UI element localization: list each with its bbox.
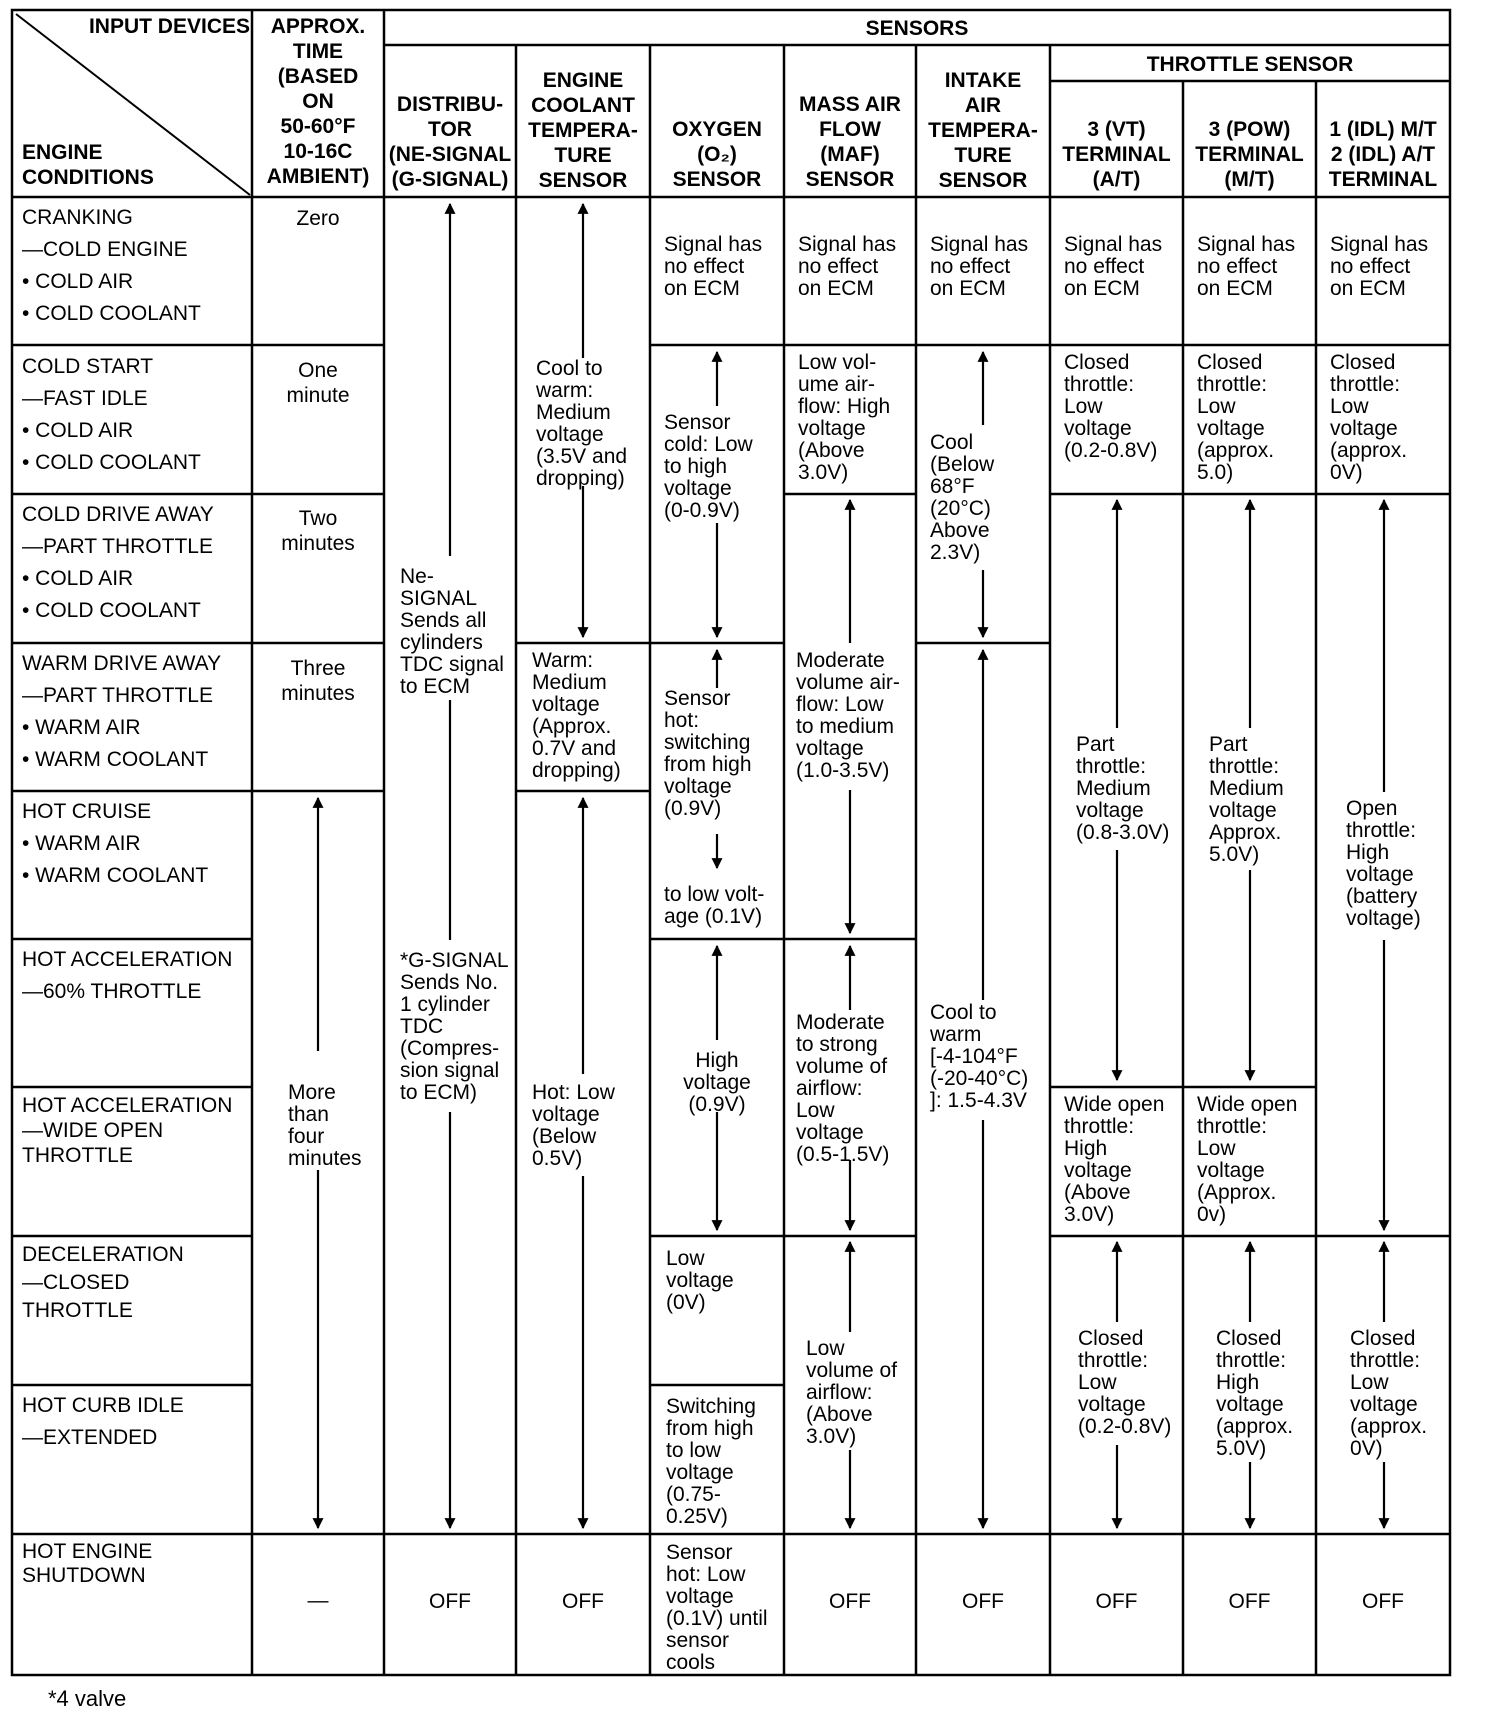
pow-no-effect: Signal has no effect on ECM bbox=[1197, 233, 1296, 300]
vt-closed-throttle-1: Closed throttle: Low voltage (0.2-0.8V) bbox=[1064, 351, 1158, 462]
header-vt-terminal: 3 (VT) TERMINAL (A/T) bbox=[1062, 118, 1171, 191]
header-distributor: DISTRIBU- TOR (NE-SIGNAL (G-SIGNAL) bbox=[388, 93, 512, 191]
distributor-off: OFF bbox=[429, 1590, 471, 1613]
time-two-minutes: Two minutes bbox=[281, 507, 355, 555]
condition-deceleration: DECELERATION —CLOSED THROTTLE bbox=[22, 1243, 184, 1322]
maf-off: OFF bbox=[829, 1590, 871, 1613]
header-approx-time: APPROX. TIME (BASED ON 50-60°F 10-16C AMBIENT) bbox=[266, 15, 370, 188]
header-engine-conditions: ENGINE CONDITIONS bbox=[22, 141, 154, 189]
footnote: *4 valve bbox=[48, 1686, 127, 1711]
pow-closed-throttle-2: Closed throttle: High voltage (approx. 5.0V) bbox=[1216, 1327, 1294, 1460]
maf-low-volume-airflow: Low volume of airflow: (Above 3.0V) bbox=[806, 1337, 898, 1448]
condition-warm-drive-away: WARM DRIVE AWAY —PART THROTTLE • WARM AIR • WARM COOLANT bbox=[22, 652, 222, 771]
idl-closed-throttle-1: Closed throttle: Low voltage (approx. 0V) bbox=[1330, 351, 1408, 484]
header-coolant-sensor: ENGINE COOLANT TEMPERA- TURE SENSOR bbox=[528, 69, 638, 192]
header-intake-sensor: INTAKE AIR TEMPERA- TURE SENSOR bbox=[928, 69, 1038, 192]
idl-closed-throttle-2: Closed throttle: Low voltage (approx. 0V) bbox=[1350, 1327, 1428, 1460]
pow-part-throttle: Part throttle: Medium voltage Approx. 5.0V) bbox=[1209, 733, 1284, 866]
intake-cool-to-warm: Cool to warm [-4-104°F (-20-40°C) ]: 1.5-4.3V bbox=[930, 1001, 1029, 1112]
header-oxygen-sensor: OXYGEN (O₂) SENSOR bbox=[672, 118, 762, 191]
pow-off: OFF bbox=[1228, 1590, 1271, 1613]
oxygen-high-voltage: High voltage (0.9V) bbox=[683, 1049, 751, 1116]
idl-off: OFF bbox=[1362, 1590, 1404, 1613]
condition-hot-engine-shutdown: HOT ENGINE SHUTDOWN bbox=[22, 1540, 153, 1587]
header-input-devices: INPUT DEVICES bbox=[88, 15, 250, 38]
distributor-ne-signal: Ne- SIGNAL Sends all cylinders TDC signal to ECM bbox=[400, 565, 504, 698]
maf-low-volume: Low vol- ume air- flow: High voltage (Above 3.0V) bbox=[798, 351, 891, 484]
idl-open-throttle: Open throttle: High voltage (battery voltage) bbox=[1346, 797, 1421, 930]
time-three-minutes: Three minutes bbox=[281, 657, 355, 705]
header-pow-terminal: 3 (POW) TERMINAL (M/T) bbox=[1195, 118, 1304, 191]
vt-closed-throttle-2: Closed throttle: Low voltage (0.2-0.8V) bbox=[1078, 1327, 1172, 1438]
condition-hot-accel-60: HOT ACCELERATION —60% THROTTLE bbox=[22, 948, 233, 1003]
oxygen-sensor-hot-switching: Sensor hot: switching from high voltage (0.9V) bbox=[664, 687, 752, 820]
oxygen-switching: Switching from high to low voltage (0.75- 0.25V) bbox=[666, 1395, 756, 1528]
header-maf-sensor: MASS AIR FLOW (MAF) SENSOR bbox=[799, 93, 901, 191]
coolant-cool-to-warm: Cool to warm: Medium voltage (3.5V and dropping) bbox=[536, 357, 628, 490]
maf-moderate: Moderate volume air- flow: Low to medium voltage (1.0-3.5V) bbox=[796, 649, 900, 782]
time-one-minute: One minute bbox=[286, 359, 350, 407]
coolant-hot: Hot: Low voltage (Below 0.5V) bbox=[532, 1081, 615, 1170]
vt-off: OFF bbox=[1095, 1590, 1138, 1613]
condition-cold-drive-away: COLD DRIVE AWAY —PART THROTTLE • COLD AIR • COLD COOLANT bbox=[22, 503, 214, 622]
condition-hot-cruise: HOT CRUISE • WARM AIR • WARM COOLANT bbox=[22, 800, 209, 887]
idl-no-effect: Signal has no effect on ECM bbox=[1330, 233, 1429, 300]
condition-hot-curb-idle: HOT CURB IDLE —EXTENDED bbox=[22, 1394, 184, 1449]
oxygen-no-effect: Signal has no effect on ECM bbox=[664, 233, 763, 300]
oxygen-to-low-voltage: to low volt- age (0.1V) bbox=[664, 883, 765, 928]
distributor-g-signal: *G-SIGNAL Sends No. 1 cylinder TDC (Compres- sion signal to ECM) bbox=[400, 949, 509, 1104]
time-dash: — bbox=[307, 1589, 329, 1612]
pow-closed-throttle-1: Closed throttle: Low voltage (approx. 5.0) bbox=[1197, 351, 1275, 484]
oxygen-low-voltage: Low voltage (0V) bbox=[666, 1247, 734, 1314]
oxygen-shutdown: Sensor hot: Low voltage (0.1V) until sensor cools bbox=[666, 1541, 768, 1674]
maf-moderate-strong: Moderate to strong volume of airflow: Low voltage (0.5-1.5V) bbox=[796, 1011, 890, 1166]
header-throttle-sensor: THROTTLE SENSOR bbox=[1146, 53, 1354, 76]
vt-part-throttle: Part throttle: Medium voltage (0.8-3.0V) bbox=[1076, 733, 1170, 844]
vt-no-effect: Signal has no effect on ECM bbox=[1064, 233, 1163, 300]
coolant-warm: Warm: Medium voltage (Approx. 0.7V and dropping) bbox=[532, 649, 621, 782]
intake-cool: Cool (Below 68°F (20°C) Above 2.3V) bbox=[930, 431, 995, 564]
condition-hot-accel-wot: HOT ACCELERATION —WIDE OPEN THROTTLE bbox=[22, 1094, 233, 1167]
time-zero: Zero bbox=[296, 207, 340, 230]
header-sensors: SENSORS bbox=[865, 17, 969, 40]
header-idl-terminal: 1 (IDL) M/T 2 (IDL) A/T TERMINAL bbox=[1328, 118, 1438, 191]
pow-wide-open: Wide open throttle: Low voltage (Approx. 0v) bbox=[1197, 1093, 1298, 1226]
intake-no-effect: Signal has no effect on ECM bbox=[930, 233, 1029, 300]
maf-no-effect: Signal has no effect on ECM bbox=[798, 233, 897, 300]
condition-cold-start: COLD START —FAST IDLE • COLD AIR • COLD COOLANT bbox=[22, 355, 201, 474]
coolant-off: OFF bbox=[562, 1590, 604, 1613]
condition-cranking: CRANKING —COLD ENGINE • COLD AIR • COLD COOLANT bbox=[22, 206, 201, 325]
vt-wide-open: Wide open throttle: High voltage (Above 3.0V) bbox=[1064, 1093, 1165, 1226]
time-more-than-four: More than four minutes bbox=[288, 1081, 362, 1170]
oxygen-sensor-cold: Sensor cold: Low to high voltage (0-0.9V) bbox=[664, 411, 753, 522]
intake-off: OFF bbox=[962, 1590, 1004, 1613]
